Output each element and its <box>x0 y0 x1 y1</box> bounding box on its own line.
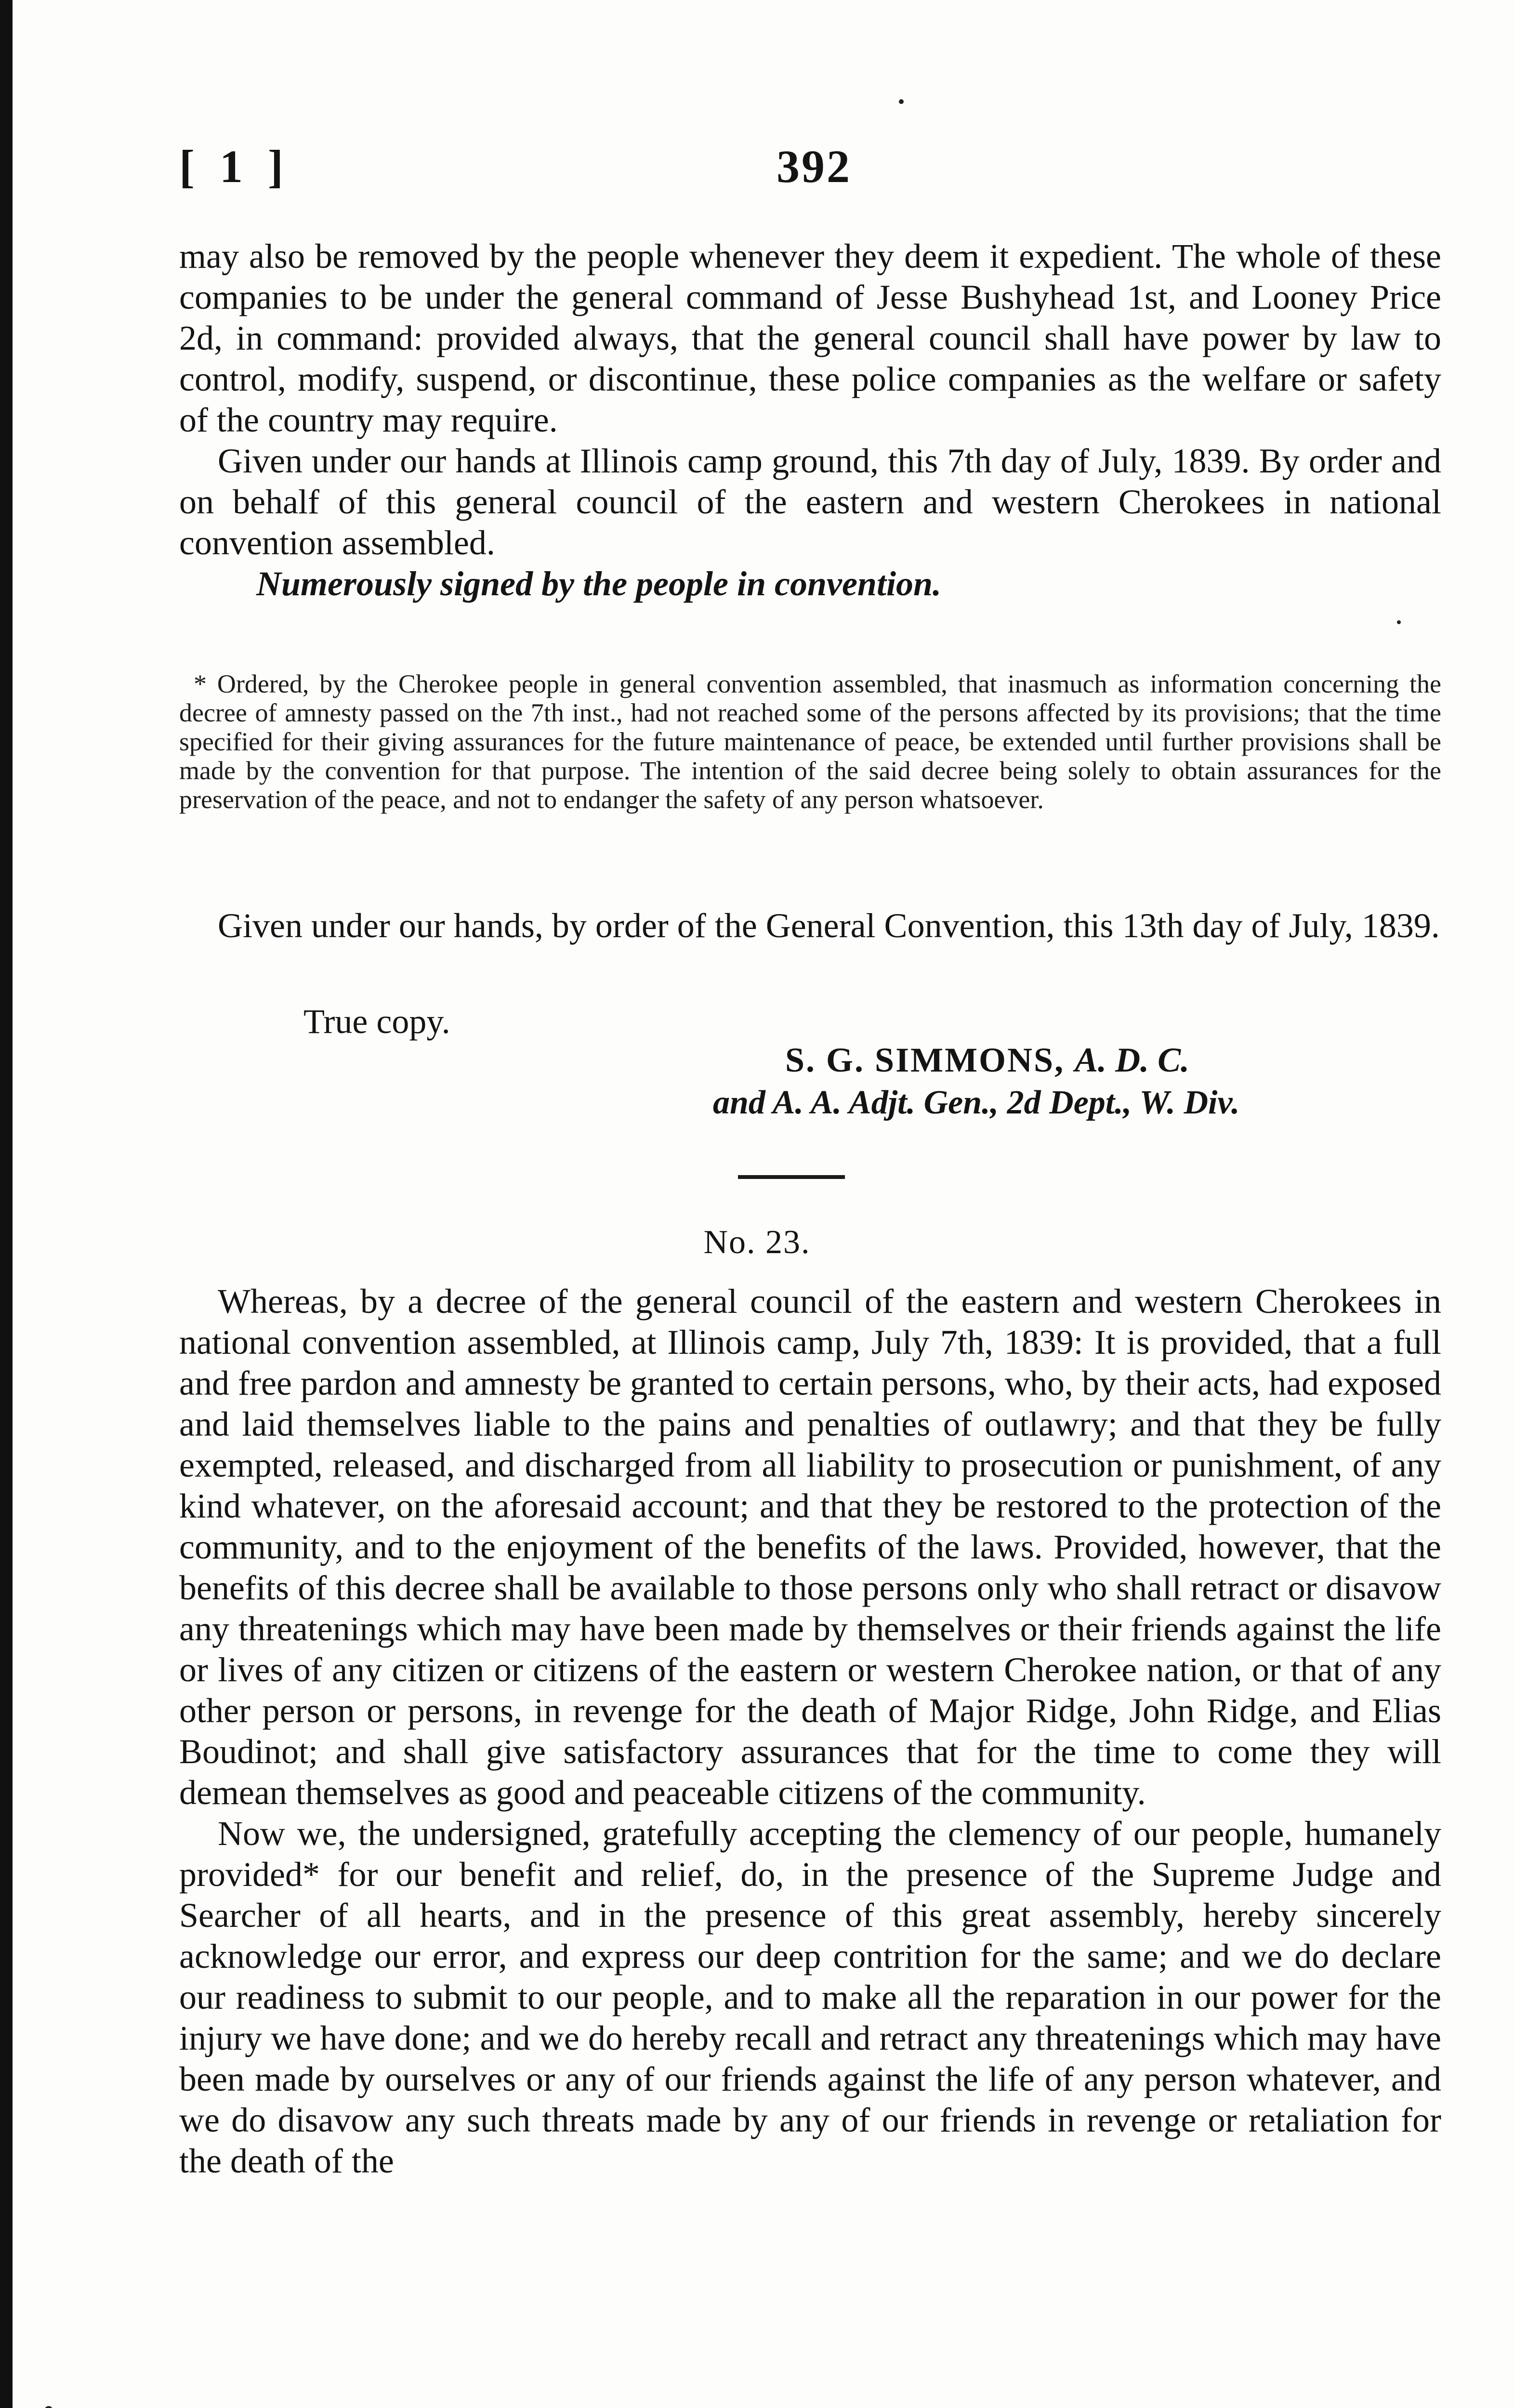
top-passage <box>179 236 1441 604</box>
footnote-text: * Ordered, by the Cherokee people in general convention assembled, that inasmuch as information concerning the decree of amnesty passed on the 7th inst., had not reached some of the persons affected by its provisions; that the time specified for their giving assurances for the future maintenance of peace, be extended until further provisions shall be made by the convention for that purpose. The intention of the said decree being solely to obtain assurances for the preservation of the peace, and not to endanger the safety of any person whatsoever. <box>179 669 1441 814</box>
ink-speck <box>44 2406 53 2408</box>
convention-given <box>179 905 1441 946</box>
signed-line: Numerously signed by the people in convention. <box>256 564 941 603</box>
signer-name: S. G. SIMMONS, <box>785 1041 1065 1079</box>
ink-speck <box>899 99 904 104</box>
true-copy: True copy. <box>303 1002 450 1041</box>
scan-edge-left <box>0 0 13 2408</box>
convention-given-text: Given under our hands, by order of the General Convention, this 13th day of July, 1839. <box>218 906 1440 945</box>
signer-title: A. D. C. <box>1075 1041 1190 1079</box>
signer-office: and A. A. Adjt. Gen., 2d Dept., W. Div. <box>713 1084 1240 1121</box>
signature-mark: [ 1 ] <box>179 141 290 192</box>
page-number: 392 <box>777 141 852 192</box>
footnote <box>179 669 1441 814</box>
section-title: No. 23. <box>703 1224 811 1261</box>
ink-speck <box>1397 620 1401 624</box>
whereas-paragraph: Whereas, by a decree of the general council of the eastern and western Cherokees in national convention assembled, at Illinois camp, July 7th, 1839: It is provided, that a full and free pardon and amnesty be granted to certain persons, who, by their acts, had exposed and laid themselves liable to the pains and penalties of outlawry; and that they be fully exempted, released, and discharged from all liability to prosecution or punishment, of any kind whatever, on the aforesaid account; and that they be restored to the protection of the community, and to the enjoyment of the benefits of the laws. Provided, however, that the benefits of this decree shall be available to those persons only who shall retract or disavow any threatenings which may have been made by themselves or their friends against the life or lives of any citizen or citizens of the eastern or western Cherokee nation, or that of any other person or persons, in revenge for the death of Major Ridge, John Ridge, and Elias Boudinot; and shall give satisfactory assurances that for the time to come they will demean themselves as good and peaceable citizens of the community. <box>179 1282 1441 1812</box>
given-paragraph: Given under our hands at Illinois camp ground, this 7th day of July, 1839. By order and on behalf of this general council of the eastern and western Cherokees in national convention assembled. <box>179 442 1441 562</box>
continued-paragraph: may also be removed by the people whenever they deem it expedient. The whole of these companies to be under the general command of Jesse Bushyhead 1st, and Looney Price 2d, in command: provided always, that the general council shall have power by law to control, modify, suspend, or discontinue, these police companies as the welfare or safety of the country may require. <box>179 237 1441 439</box>
signer-block <box>785 1040 1189 1080</box>
page-header <box>179 140 1441 197</box>
section-body <box>179 1281 1441 2182</box>
now-we-paragraph: Now we, the undersigned, gratefully accepting the clemency of our people, humanely provided* for our benefit and relief, do, in the presence of the Supreme Judge and Searcher of all hearts, and in the presence of this great assembly, hereby sincerely acknowledge our error, and express our deep contrition for the same; and we do declare our readiness to submit to our people, and to make all the reparation in our power for the injury we have done; and we do hereby recall and retract any threatenings which may have been made by ourselves or any of our friends against the life of any person whatever, and we do disavow any such threats made by any of our friends in revenge or retaliation for the death of the <box>179 1814 1441 2180</box>
section-divider <box>738 1175 845 1179</box>
